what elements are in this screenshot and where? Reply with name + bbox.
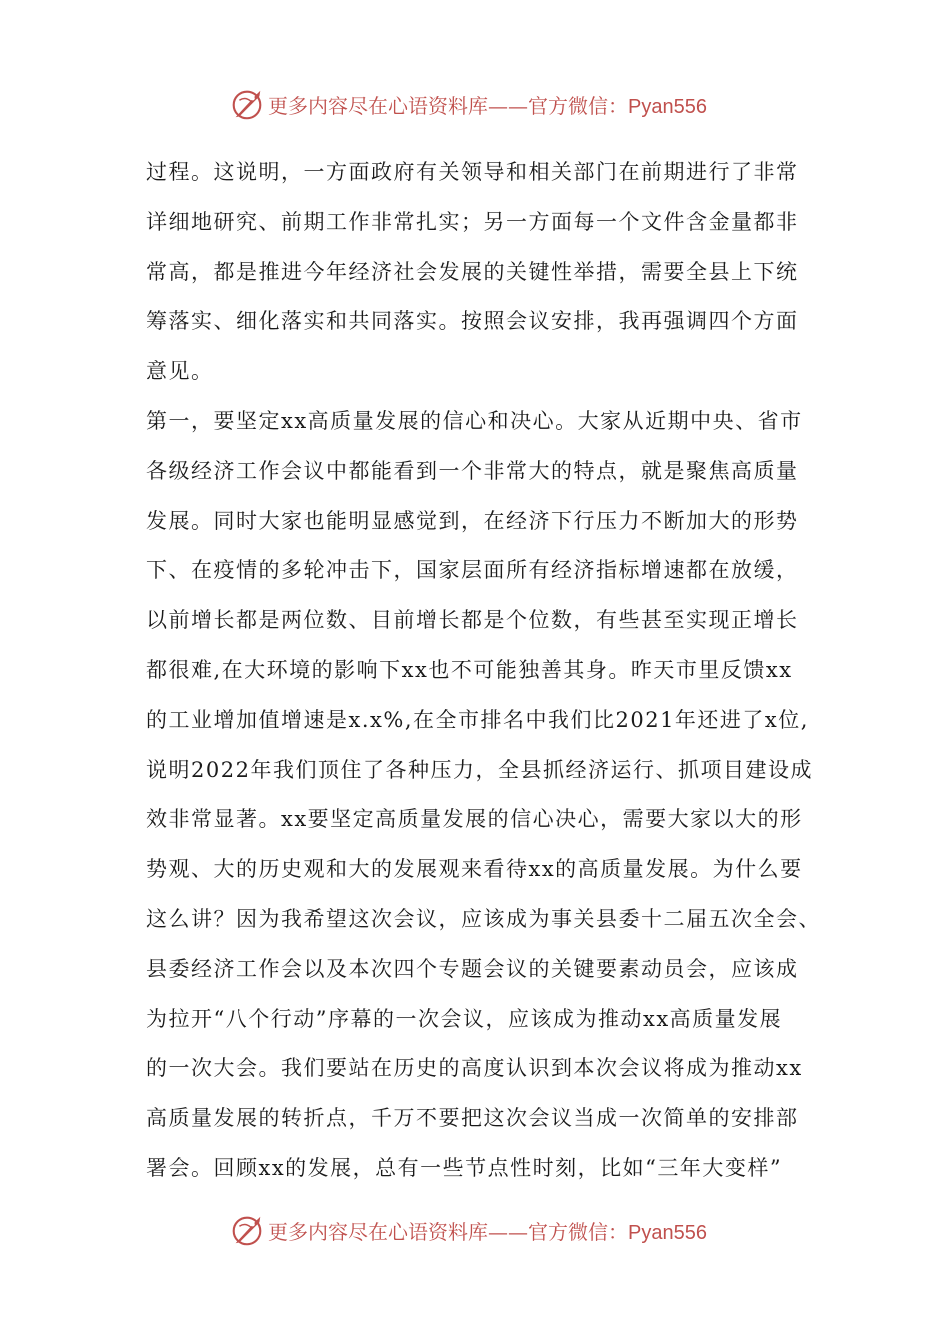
header-banner bbox=[228, 82, 748, 126]
paragraph-line: 详细地研究、前期工作非常扎实；另一方面每一个文件含金量都非 bbox=[146, 209, 799, 234]
paragraph-line: 高质量发展的转折点，千万不要把这次会议当成一次简单的安排部 bbox=[146, 1106, 799, 1131]
banner-title: 更多内容尽在心语资料库 bbox=[268, 93, 488, 118]
document-body bbox=[146, 148, 846, 1194]
paragraph-line: 过程。这说明，一方面政府有关领导和相关部门在前期进行了非常 bbox=[146, 160, 799, 184]
paragraph-line: 以前增长都是两位数、目前增长都是个位数，有些甚至实现正增长 bbox=[146, 608, 799, 633]
pen-nib-logo-icon bbox=[228, 85, 266, 123]
banner-official-label: 官方微信： bbox=[528, 93, 628, 118]
paragraph-line: 署会。回顾xx的发展，总有一些节点性时刻，比如“三年大变样” bbox=[146, 1155, 783, 1180]
banner-official-label: 官方微信： bbox=[528, 1219, 628, 1244]
banner-wechat-id: Pyan556 bbox=[628, 1221, 707, 1244]
paragraph-line: 势观、大的历史观和大的发展观来看待xx的高质量发展。为什么要 bbox=[146, 857, 803, 882]
paragraph-line: 筹落实、细化落实和共同落实。按照会议安排，我再强调四个方面 bbox=[146, 309, 799, 334]
paragraph-line: 效非常显著。xx要坚定高质量发展的信心决心，需要大家以大的形 bbox=[146, 807, 803, 832]
paragraph-line: 下、在疫情的多轮冲击下，国家层面所有经济指标增速都在放缓， bbox=[146, 558, 799, 583]
paragraph-line: 第一，要坚定xx高质量发展的信心和决心。大家从近期中央、省市 bbox=[146, 408, 803, 433]
paragraph-line: 各级经济工作会议中都能看到一个非常大的特点，就是聚焦高质量 bbox=[146, 458, 799, 483]
paragraph-line: 这么讲？因为我希望这次会议，应该成为事关县委十二届五次全会、 bbox=[146, 906, 821, 931]
paragraph-line: 的一次大会。我们要站在历史的高度认识到本次会议将成为推动xx bbox=[146, 1056, 803, 1081]
pen-nib-logo-icon bbox=[228, 1211, 266, 1249]
paragraph-line: 说明2022年我们顶住了各种压力，全县抓经济运行、抓项目建设成 bbox=[146, 757, 813, 782]
paragraph-line: 都很难,在大环境的影响下xx也不可能独善其身。昨天市里反馈xx bbox=[146, 657, 793, 682]
banner-wechat-id: Pyan556 bbox=[628, 95, 707, 118]
paragraph-line: 县委经济工作会以及本次四个专题会议的关键要素动员会，应该成 bbox=[146, 956, 799, 981]
paragraph-line: 意见。 bbox=[146, 359, 214, 384]
paragraph-line: 常高，都是推进今年经济社会发展的关键性举措，需要全县上下统 bbox=[146, 259, 799, 284]
paragraph-line: 为拉开“八个行动”序幕的一次会议，应该成为推动xx高质量发展 bbox=[146, 1006, 783, 1031]
paragraph-line: 的工业增加值增速是x.x%,在全市排名中我们比2021年还进了x位, bbox=[146, 707, 809, 732]
footer-banner bbox=[228, 1208, 748, 1252]
banner-dash: —— bbox=[488, 1219, 528, 1244]
banner-title: 更多内容尽在心语资料库 bbox=[268, 1219, 488, 1244]
banner-dash: —— bbox=[488, 93, 528, 118]
paragraph-line: 发展。同时大家也能明显感觉到，在经济下行压力不断加大的形势 bbox=[146, 508, 799, 533]
